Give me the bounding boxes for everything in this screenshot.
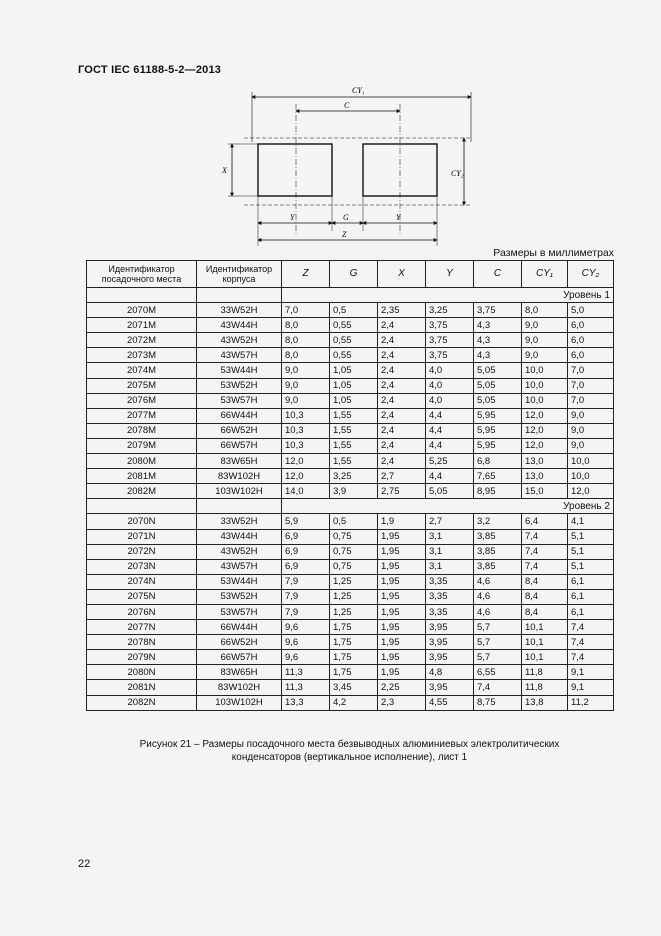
table-row xyxy=(87,695,614,710)
cell-land-pattern-id: 2082N xyxy=(87,695,197,710)
cell-z: 9,0 xyxy=(282,363,330,378)
cell-y: 3,1 xyxy=(426,544,474,559)
cell-land-pattern-id: 2071N xyxy=(87,529,197,544)
cell-package-id: 83W65H xyxy=(197,454,282,469)
cell-z: 8,0 xyxy=(282,348,330,363)
cell-cy1: 12,0 xyxy=(522,423,568,438)
cell-x: 1,95 xyxy=(378,635,426,650)
cell-g: 0,55 xyxy=(330,348,378,363)
cell-g: 1,55 xyxy=(330,408,378,423)
cell-cy1: 8,4 xyxy=(522,589,568,604)
cell-c: 5,05 xyxy=(474,393,522,408)
cell-c: 3,85 xyxy=(474,544,522,559)
caption-line-2: конденсаторов (вертикальное исполнение), лист 1 xyxy=(231,752,468,763)
table-row xyxy=(87,318,614,333)
cell-package-id: 83W102H xyxy=(197,680,282,695)
cell-cy1: 13,0 xyxy=(522,454,568,469)
cell-land-pattern-id: 2072N xyxy=(87,544,197,559)
cell-cy1: 8,4 xyxy=(522,604,568,619)
cell-cy1: 13,8 xyxy=(522,695,568,710)
table-row xyxy=(87,408,614,423)
cell-z: 10,3 xyxy=(282,423,330,438)
table-header-row xyxy=(87,261,614,288)
cell-c: 5,95 xyxy=(474,438,522,453)
left-pad xyxy=(258,144,332,196)
cell-g: 1,25 xyxy=(330,604,378,619)
cy2-label: CY₂ xyxy=(451,169,464,178)
cell-z: 12,0 xyxy=(282,454,330,469)
table-row xyxy=(87,620,614,635)
cell-cy1: 10,0 xyxy=(522,378,568,393)
y-right-label: Y xyxy=(396,213,401,222)
cell-y: 4,4 xyxy=(426,423,474,438)
cell-g: 1,25 xyxy=(330,574,378,589)
cell-g: 4,2 xyxy=(330,695,378,710)
cell-package-id: 53W57H xyxy=(197,393,282,408)
cell-g: 1,75 xyxy=(330,650,378,665)
cell-cy1: 7,4 xyxy=(522,544,568,559)
cell-g: 1,25 xyxy=(330,589,378,604)
cell-cy2: 6,0 xyxy=(568,348,614,363)
cell-x: 2,4 xyxy=(378,333,426,348)
header-package-id: Идентификатор корпуса xyxy=(197,261,282,288)
cell-package-id: 66W44H xyxy=(197,408,282,423)
cell-g: 1,05 xyxy=(330,393,378,408)
cell-y: 4,0 xyxy=(426,393,474,408)
cell-c: 5,7 xyxy=(474,650,522,665)
cell-package-id: 83W65H xyxy=(197,665,282,680)
cell-z: 9,6 xyxy=(282,650,330,665)
cell-land-pattern-id: 2080M xyxy=(87,454,197,469)
cell-z: 8,0 xyxy=(282,318,330,333)
cell-y: 3,35 xyxy=(426,574,474,589)
cell-cy2: 6,0 xyxy=(568,333,614,348)
header-z: Z xyxy=(282,261,330,288)
table-row xyxy=(87,559,614,574)
cell-z: 7,9 xyxy=(282,574,330,589)
cell-g: 1,75 xyxy=(330,635,378,650)
cell-cy1: 10,0 xyxy=(522,393,568,408)
cell-land-pattern-id: 2076N xyxy=(87,604,197,619)
cell-y: 4,4 xyxy=(426,438,474,453)
empty-cell xyxy=(197,499,282,514)
z-label: Z xyxy=(342,230,347,239)
cell-cy1: 10,1 xyxy=(522,635,568,650)
table-row xyxy=(87,589,614,604)
cell-y: 3,95 xyxy=(426,635,474,650)
cell-cy2: 9,0 xyxy=(568,423,614,438)
cell-x: 1,95 xyxy=(378,650,426,665)
empty-cell xyxy=(87,499,197,514)
cell-x: 2,4 xyxy=(378,454,426,469)
cell-y: 5,25 xyxy=(426,454,474,469)
cell-cy1: 8,0 xyxy=(522,303,568,318)
table-row xyxy=(87,378,614,393)
cell-land-pattern-id: 2080N xyxy=(87,665,197,680)
cell-y: 3,95 xyxy=(426,620,474,635)
cell-cy1: 11,8 xyxy=(522,680,568,695)
cell-x: 2,75 xyxy=(378,484,426,499)
cell-y: 4,8 xyxy=(426,665,474,680)
cell-cy2: 6,0 xyxy=(568,318,614,333)
y-left-label: Y xyxy=(290,213,295,222)
table-row xyxy=(87,650,614,665)
cell-cy2: 9,1 xyxy=(568,665,614,680)
cell-land-pattern-id: 2073N xyxy=(87,559,197,574)
cell-y: 2,7 xyxy=(426,514,474,529)
cell-z: 12,0 xyxy=(282,469,330,484)
cell-g: 1,55 xyxy=(330,423,378,438)
cell-x: 2,25 xyxy=(378,680,426,695)
cell-cy2: 5,1 xyxy=(568,544,614,559)
footprint-diagram xyxy=(222,86,482,246)
cell-y: 3,75 xyxy=(426,333,474,348)
cell-cy2: 6,1 xyxy=(568,604,614,619)
level-row xyxy=(87,499,614,514)
cell-package-id: 43W57H xyxy=(197,559,282,574)
g-label: G xyxy=(343,213,349,222)
x-label: X xyxy=(222,166,227,175)
cell-cy1: 8,4 xyxy=(522,574,568,589)
c-label: C xyxy=(344,101,350,110)
cell-x: 2,4 xyxy=(378,423,426,438)
cell-package-id: 53W44H xyxy=(197,574,282,589)
cell-land-pattern-id: 2075M xyxy=(87,378,197,393)
cell-z: 6,9 xyxy=(282,544,330,559)
cell-c: 5,95 xyxy=(474,408,522,423)
page-number: 22 xyxy=(78,858,91,870)
cell-package-id: 66W52H xyxy=(197,635,282,650)
cell-z: 11,3 xyxy=(282,680,330,695)
cell-cy2: 9,1 xyxy=(568,680,614,695)
caption-line-1: Рисунок 21 – Размеры посадочного места безвыводных алюминиевых электролитических xyxy=(139,739,560,750)
cell-land-pattern-id: 2077M xyxy=(87,408,197,423)
header-x: X xyxy=(378,261,426,288)
table-row xyxy=(87,454,614,469)
cell-land-pattern-id: 2070N xyxy=(87,514,197,529)
cell-y: 3,75 xyxy=(426,318,474,333)
cell-land-pattern-id: 2079N xyxy=(87,650,197,665)
level-label: Уровень 2 xyxy=(282,499,614,514)
cell-cy2: 4,1 xyxy=(568,514,614,529)
cell-land-pattern-id: 2072M xyxy=(87,333,197,348)
cell-cy2: 7,0 xyxy=(568,378,614,393)
cell-cy1: 15,0 xyxy=(522,484,568,499)
table-row xyxy=(87,438,614,453)
cell-y: 4,4 xyxy=(426,408,474,423)
cell-z: 13,3 xyxy=(282,695,330,710)
cell-g: 3,9 xyxy=(330,484,378,499)
cell-g: 0,5 xyxy=(330,514,378,529)
table-row xyxy=(87,514,614,529)
cell-cy2: 5,0 xyxy=(568,303,614,318)
cell-cy1: 9,0 xyxy=(522,348,568,363)
cell-c: 5,05 xyxy=(474,363,522,378)
cell-x: 2,4 xyxy=(378,378,426,393)
cell-cy2: 7,4 xyxy=(568,620,614,635)
cell-z: 9,0 xyxy=(282,378,330,393)
cell-cy1: 12,0 xyxy=(522,408,568,423)
cell-c: 3,85 xyxy=(474,559,522,574)
cell-cy2: 9,0 xyxy=(568,438,614,453)
cell-land-pattern-id: 2074N xyxy=(87,574,197,589)
table-row xyxy=(87,303,614,318)
table-row xyxy=(87,635,614,650)
cell-g: 1,05 xyxy=(330,378,378,393)
cell-cy1: 10,1 xyxy=(522,650,568,665)
cell-y: 4,4 xyxy=(426,469,474,484)
cell-x: 1,95 xyxy=(378,604,426,619)
cell-cy2: 9,0 xyxy=(568,408,614,423)
cell-c: 3,2 xyxy=(474,514,522,529)
cell-land-pattern-id: 2079M xyxy=(87,438,197,453)
footprint-table xyxy=(86,260,614,711)
table-row xyxy=(87,680,614,695)
cell-package-id: 43W52H xyxy=(197,544,282,559)
cell-c: 7,65 xyxy=(474,469,522,484)
cell-y: 3,35 xyxy=(426,604,474,619)
cell-c: 5,05 xyxy=(474,378,522,393)
cell-x: 1,95 xyxy=(378,559,426,574)
header-cy2: CY₂ xyxy=(568,261,614,288)
cell-land-pattern-id: 2078N xyxy=(87,635,197,650)
cell-cy2: 6,1 xyxy=(568,574,614,589)
cell-c: 3,85 xyxy=(474,529,522,544)
cell-c: 4,3 xyxy=(474,333,522,348)
cell-land-pattern-id: 2077N xyxy=(87,620,197,635)
cell-y: 3,75 xyxy=(426,348,474,363)
cell-x: 2,4 xyxy=(378,348,426,363)
cell-land-pattern-id: 2070M xyxy=(87,303,197,318)
cell-x: 1,95 xyxy=(378,665,426,680)
cell-package-id: 66W57H xyxy=(197,650,282,665)
cell-y: 3,35 xyxy=(426,589,474,604)
cell-land-pattern-id: 2074M xyxy=(87,363,197,378)
cell-g: 1,75 xyxy=(330,620,378,635)
cell-cy1: 10,0 xyxy=(522,363,568,378)
cell-g: 1,75 xyxy=(330,665,378,680)
document-header: ГОСТ IEC 61188-5-2—2013 xyxy=(78,64,222,76)
cell-g: 1,55 xyxy=(330,454,378,469)
table-row xyxy=(87,348,614,363)
cell-c: 8,75 xyxy=(474,695,522,710)
cell-g: 0,75 xyxy=(330,529,378,544)
cell-z: 14,0 xyxy=(282,484,330,499)
cell-c: 4,6 xyxy=(474,574,522,589)
cell-package-id: 33W52H xyxy=(197,514,282,529)
cell-land-pattern-id: 2078M xyxy=(87,423,197,438)
cell-y: 3,1 xyxy=(426,559,474,574)
cell-cy2: 12,0 xyxy=(568,484,614,499)
cell-c: 3,75 xyxy=(474,303,522,318)
cell-package-id: 66W57H xyxy=(197,438,282,453)
cell-g: 3,25 xyxy=(330,469,378,484)
cell-cy1: 10,1 xyxy=(522,620,568,635)
cell-package-id: 66W44H xyxy=(197,620,282,635)
cell-x: 2,4 xyxy=(378,408,426,423)
cell-package-id: 103W102H xyxy=(197,695,282,710)
cell-x: 1,95 xyxy=(378,620,426,635)
cell-package-id: 43W52H xyxy=(197,333,282,348)
cell-g: 3,45 xyxy=(330,680,378,695)
cell-package-id: 33W52H xyxy=(197,303,282,318)
cell-cy1: 11,8 xyxy=(522,665,568,680)
cell-c: 5,95 xyxy=(474,423,522,438)
cell-y: 4,0 xyxy=(426,378,474,393)
cell-package-id: 66W52H xyxy=(197,423,282,438)
cell-z: 6,9 xyxy=(282,559,330,574)
cy1-label: CY₁ xyxy=(352,86,365,95)
cell-x: 1,95 xyxy=(378,589,426,604)
cell-land-pattern-id: 2082M xyxy=(87,484,197,499)
table-row xyxy=(87,574,614,589)
cell-y: 3,95 xyxy=(426,650,474,665)
cell-land-pattern-id: 2081M xyxy=(87,469,197,484)
cell-x: 2,4 xyxy=(378,318,426,333)
cell-c: 4,3 xyxy=(474,348,522,363)
cell-y: 4,0 xyxy=(426,363,474,378)
cell-cy2: 10,0 xyxy=(568,469,614,484)
cell-z: 7,9 xyxy=(282,604,330,619)
cell-y: 3,1 xyxy=(426,529,474,544)
cell-c: 4,6 xyxy=(474,604,522,619)
cell-g: 0,55 xyxy=(330,318,378,333)
header-c: C xyxy=(474,261,522,288)
cell-cy2: 7,4 xyxy=(568,650,614,665)
cell-y: 3,95 xyxy=(426,680,474,695)
cell-x: 2,7 xyxy=(378,469,426,484)
cell-cy1: 7,4 xyxy=(522,529,568,544)
cell-g: 1,05 xyxy=(330,363,378,378)
table-row xyxy=(87,484,614,499)
cell-cy2: 7,4 xyxy=(568,635,614,650)
table-row xyxy=(87,544,614,559)
table-row xyxy=(87,469,614,484)
cell-y: 5,05 xyxy=(426,484,474,499)
cell-land-pattern-id: 2075N xyxy=(87,589,197,604)
cell-package-id: 103W102H xyxy=(197,484,282,499)
cell-x: 1,95 xyxy=(378,574,426,589)
empty-cell xyxy=(87,288,197,303)
cell-z: 6,9 xyxy=(282,529,330,544)
header-cy1: CY₁ xyxy=(522,261,568,288)
cell-x: 1,95 xyxy=(378,544,426,559)
cell-z: 5,9 xyxy=(282,514,330,529)
cell-z: 8,0 xyxy=(282,333,330,348)
cell-package-id: 83W102H xyxy=(197,469,282,484)
cell-land-pattern-id: 2071M xyxy=(87,318,197,333)
cell-z: 9,6 xyxy=(282,635,330,650)
cell-z: 10,3 xyxy=(282,438,330,453)
table-row xyxy=(87,604,614,619)
empty-cell xyxy=(197,288,282,303)
figure-caption xyxy=(86,738,613,764)
cell-c: 5,7 xyxy=(474,620,522,635)
cell-cy1: 6,4 xyxy=(522,514,568,529)
cell-package-id: 53W57H xyxy=(197,604,282,619)
level-row xyxy=(87,288,614,303)
cell-package-id: 43W44H xyxy=(197,529,282,544)
cell-cy1: 9,0 xyxy=(522,318,568,333)
cell-land-pattern-id: 2073M xyxy=(87,348,197,363)
header-g: G xyxy=(330,261,378,288)
table-row xyxy=(87,363,614,378)
cell-cy2: 6,1 xyxy=(568,589,614,604)
cell-z: 7,0 xyxy=(282,303,330,318)
cell-z: 11,3 xyxy=(282,665,330,680)
units-note: Размеры в миллиметрах xyxy=(493,247,614,259)
header-y: Y xyxy=(426,261,474,288)
cell-package-id: 43W57H xyxy=(197,348,282,363)
cell-g: 0,55 xyxy=(330,333,378,348)
cell-x: 2,4 xyxy=(378,393,426,408)
cell-cy1: 7,4 xyxy=(522,559,568,574)
cell-y: 3,25 xyxy=(426,303,474,318)
cell-c: 8,95 xyxy=(474,484,522,499)
cell-x: 2,4 xyxy=(378,438,426,453)
cell-y: 4,55 xyxy=(426,695,474,710)
cell-land-pattern-id: 2076M xyxy=(87,393,197,408)
cell-z: 9,0 xyxy=(282,393,330,408)
table-row xyxy=(87,333,614,348)
cell-package-id: 53W44H xyxy=(197,363,282,378)
cell-cy1: 13,0 xyxy=(522,469,568,484)
table-row xyxy=(87,529,614,544)
cell-c: 6,55 xyxy=(474,665,522,680)
cell-x: 2,35 xyxy=(378,303,426,318)
cell-c: 6,8 xyxy=(474,454,522,469)
cell-x: 1,9 xyxy=(378,514,426,529)
cell-x: 2,3 xyxy=(378,695,426,710)
cell-cy1: 12,0 xyxy=(522,438,568,453)
cell-g: 0,75 xyxy=(330,559,378,574)
cell-x: 2,4 xyxy=(378,363,426,378)
cell-cy2: 10,0 xyxy=(568,454,614,469)
cell-cy2: 11,2 xyxy=(568,695,614,710)
cell-z: 10,3 xyxy=(282,408,330,423)
table-row xyxy=(87,393,614,408)
cell-c: 7,4 xyxy=(474,680,522,695)
cell-c: 5,7 xyxy=(474,635,522,650)
cell-package-id: 53W52H xyxy=(197,589,282,604)
cell-z: 9,6 xyxy=(282,620,330,635)
cell-package-id: 53W52H xyxy=(197,378,282,393)
cell-c: 4,3 xyxy=(474,318,522,333)
header-land-pattern-id: Идентификатор посадочного места xyxy=(87,261,197,288)
table-row xyxy=(87,665,614,680)
level-label: Уровень 1 xyxy=(282,288,614,303)
cell-x: 1,95 xyxy=(378,529,426,544)
cell-g: 0,5 xyxy=(330,303,378,318)
cell-cy2: 7,0 xyxy=(568,393,614,408)
cell-land-pattern-id: 2081N xyxy=(87,680,197,695)
cell-cy2: 7,0 xyxy=(568,363,614,378)
cell-g: 0,75 xyxy=(330,544,378,559)
cell-g: 1,55 xyxy=(330,438,378,453)
cell-cy2: 5,1 xyxy=(568,559,614,574)
table-row xyxy=(87,423,614,438)
cell-package-id: 43W44H xyxy=(197,318,282,333)
cell-z: 7,9 xyxy=(282,589,330,604)
cell-cy1: 9,0 xyxy=(522,333,568,348)
cell-cy2: 5,1 xyxy=(568,529,614,544)
cell-c: 4,6 xyxy=(474,589,522,604)
